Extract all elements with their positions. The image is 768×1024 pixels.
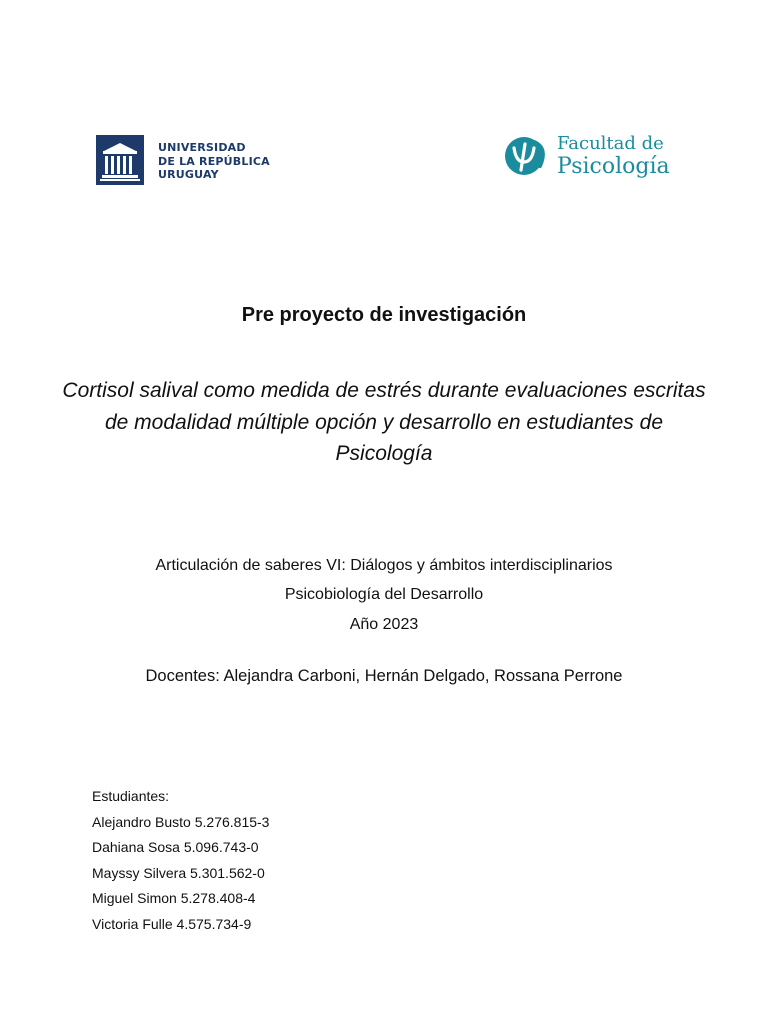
university-building-icon: [96, 135, 144, 185]
psicologia-line-2: Psicología: [557, 154, 670, 179]
student-item: Mayssy Silvera 5.301.562-0: [92, 864, 265, 881]
udelar-line-3: URUGUAY: [158, 168, 219, 181]
student-item: Alejandro Busto 5.276.815-3: [92, 813, 270, 830]
student-item: Miguel Simon 5.278.408-4: [92, 890, 256, 906]
students-block: [92, 784, 269, 937]
udelar-wordmark: [158, 141, 270, 182]
facultad-psicologia-logo: [504, 134, 684, 184]
psi-symbol-icon: [504, 136, 550, 176]
student-item: Victoria Fulle 4.575.734-9: [92, 915, 252, 932]
document-subtitle: Cortisol salival como medida de estrés durante evaluaciones escritas de modalidad múltiple opción y desarrollo en estudiantes de Psicología: [62, 379, 706, 465]
students-heading: Estudiantes:: [92, 788, 170, 804]
academic-year: Año 2023: [349, 616, 419, 633]
psicologia-line-1: Facultad de: [557, 133, 664, 154]
udelar-line-2: DE LA REPÚBLICA: [158, 154, 270, 168]
psicologia-wordmark: [557, 134, 670, 179]
subject-name: Psicobiología del Desarrollo: [284, 586, 484, 603]
document-title: Pre proyecto de investigación: [241, 304, 527, 326]
udelar-logo: [96, 135, 270, 187]
teachers-line: Docentes: Alejandra Carboni, Hernán Delgado, Rossana Perrone: [145, 667, 623, 685]
student-item: Dahiana Sosa 5.096.743-0: [92, 839, 259, 855]
udelar-line-1: UNIVERSIDAD: [158, 141, 246, 154]
course-name: Articulación de saberes VI: Diálogos y ámbitos interdisciplinarios: [155, 557, 613, 574]
